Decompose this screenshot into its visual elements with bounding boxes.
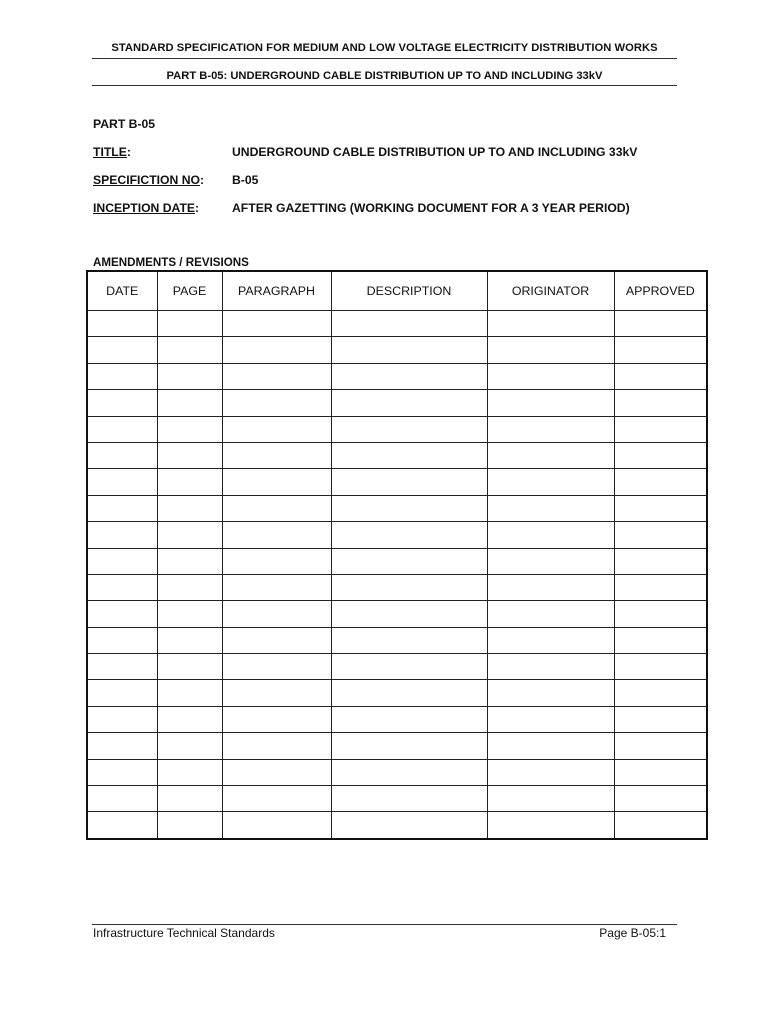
table-cell [222, 416, 331, 442]
amendments-table [86, 270, 708, 840]
table-cell [87, 759, 157, 785]
table-cell [614, 812, 707, 839]
table-cell [157, 495, 222, 521]
spec-label: SPECIFICTION NO [93, 173, 200, 187]
table-cell [222, 812, 331, 839]
column-header-approved: APPROVED [614, 271, 707, 311]
table-cell [157, 522, 222, 548]
table-cell [87, 601, 157, 627]
table-cell [487, 363, 614, 389]
table-cell [87, 680, 157, 706]
table-cell [614, 469, 707, 495]
table-cell [331, 495, 487, 521]
table-cell [222, 469, 331, 495]
table-cell [157, 706, 222, 732]
inception-colon: : [195, 201, 200, 215]
table-row [87, 706, 707, 732]
table-cell [614, 706, 707, 732]
table-row [87, 548, 707, 574]
table-cell [87, 390, 157, 416]
table-cell [614, 311, 707, 337]
table-cell [331, 548, 487, 574]
table-cell [222, 495, 331, 521]
table-cell [614, 548, 707, 574]
table-cell [157, 574, 222, 600]
table-cell [157, 337, 222, 363]
table-cell [222, 706, 331, 732]
table-cell [222, 548, 331, 574]
table-cell [614, 442, 707, 468]
table-cell [331, 574, 487, 600]
inception-label: INCEPTION DATE [93, 201, 196, 215]
table-cell [157, 363, 222, 389]
table-cell [614, 574, 707, 600]
table-row [87, 469, 707, 495]
table-cell [87, 363, 157, 389]
footer-organization: Infrastructure Technical Standards [93, 926, 275, 940]
table-cell [487, 311, 614, 337]
header-subtitle: PART B-05: UNDERGROUND CABLE DISTRIBUTION UP TO AND INCLUDING 33kV [166, 70, 603, 82]
header-title: STANDARD SPECIFICATION FOR MEDIUM AND LOW VOLTAGE ELECTRICITY DISTRIBUTION WORKS [111, 42, 658, 54]
table-cell [157, 416, 222, 442]
table-cell [157, 548, 222, 574]
table-cell [87, 548, 157, 574]
table-cell [487, 522, 614, 548]
table-cell [614, 786, 707, 812]
table-cell [87, 337, 157, 363]
table-cell [331, 627, 487, 653]
table-cell [222, 786, 331, 812]
table-row [87, 442, 707, 468]
table-cell [87, 627, 157, 653]
table-cell [331, 812, 487, 839]
table-cell [157, 311, 222, 337]
table-cell [331, 601, 487, 627]
table-cell [487, 601, 614, 627]
table-row [87, 680, 707, 706]
footer-page-number: Page B-05:1 [599, 926, 666, 940]
table-cell [222, 522, 331, 548]
column-header-description: DESCRIPTION [331, 271, 487, 311]
table-row [87, 522, 707, 548]
spec-value: B-05 [232, 173, 259, 187]
table-cell [487, 706, 614, 732]
table-cell [87, 442, 157, 468]
table-cell [331, 337, 487, 363]
table-cell [487, 390, 614, 416]
table-cell [331, 442, 487, 468]
table-cell [87, 311, 157, 337]
table-cell [157, 812, 222, 839]
header-divider [92, 85, 677, 86]
table-cell [87, 574, 157, 600]
amendments-table-body [87, 311, 707, 839]
table-cell [87, 706, 157, 732]
table-cell [157, 654, 222, 680]
table-cell [487, 627, 614, 653]
table-cell [87, 654, 157, 680]
table-cell [487, 548, 614, 574]
table-cell [331, 680, 487, 706]
table-cell [487, 680, 614, 706]
inception-value: AFTER GAZETTING (WORKING DOCUMENT FOR A 3 YEAR PERIOD) [232, 201, 630, 215]
table-cell [331, 469, 487, 495]
table-row [87, 627, 707, 653]
table-cell [614, 416, 707, 442]
title-value: UNDERGROUND CABLE DISTRIBUTION UP TO AND INCLUDING 33kV [232, 145, 638, 159]
header-divider [92, 58, 677, 59]
table-cell [331, 363, 487, 389]
table-cell [614, 627, 707, 653]
table-cell [487, 416, 614, 442]
footer-divider [92, 924, 677, 925]
table-cell [157, 786, 222, 812]
column-header-originator: ORIGINATOR [487, 271, 614, 311]
amendments-title: AMENDMENTS / REVISIONS [93, 256, 249, 269]
table-cell [487, 786, 614, 812]
table-cell [331, 706, 487, 732]
table-cell [87, 469, 157, 495]
table-cell [222, 442, 331, 468]
table-cell [222, 311, 331, 337]
table-cell [157, 680, 222, 706]
table-cell [487, 759, 614, 785]
table-cell [222, 680, 331, 706]
table-cell [331, 654, 487, 680]
table-cell [157, 759, 222, 785]
table-cell [614, 495, 707, 521]
table-cell [222, 390, 331, 416]
table-row [87, 311, 707, 337]
table-row [87, 495, 707, 521]
table-cell [157, 442, 222, 468]
table-cell [331, 416, 487, 442]
table-cell [222, 601, 331, 627]
column-header-date: DATE [87, 271, 157, 311]
table-cell [487, 442, 614, 468]
table-cell [614, 601, 707, 627]
table-cell [222, 654, 331, 680]
table-cell [487, 812, 614, 839]
table-row [87, 574, 707, 600]
table-cell [157, 390, 222, 416]
table-cell [614, 654, 707, 680]
table-row [87, 337, 707, 363]
table-cell [614, 733, 707, 759]
column-header-page: PAGE [157, 271, 222, 311]
table-row [87, 759, 707, 785]
table-cell [331, 522, 487, 548]
table-row [87, 654, 707, 680]
table-cell [87, 495, 157, 521]
table-cell [87, 733, 157, 759]
table-cell [331, 759, 487, 785]
table-cell [331, 311, 487, 337]
table-cell [157, 627, 222, 653]
title-colon: : [126, 145, 131, 159]
table-row [87, 390, 707, 416]
spec-colon: : [200, 173, 205, 187]
table-cell [87, 812, 157, 839]
table-cell [331, 786, 487, 812]
table-cell [222, 363, 331, 389]
table-cell [614, 390, 707, 416]
table-cell [331, 390, 487, 416]
table-cell [157, 733, 222, 759]
table-cell [487, 654, 614, 680]
table-row [87, 812, 707, 839]
table-cell [157, 601, 222, 627]
table-cell [614, 759, 707, 785]
table-cell [87, 416, 157, 442]
table-cell [487, 733, 614, 759]
table-header-row [87, 271, 707, 311]
table-cell [222, 574, 331, 600]
table-cell [487, 574, 614, 600]
table-cell [222, 337, 331, 363]
table-cell [614, 680, 707, 706]
table-cell [331, 733, 487, 759]
table-row [87, 733, 707, 759]
table-row [87, 363, 707, 389]
table-cell [614, 522, 707, 548]
table-cell [222, 733, 331, 759]
part-label: PART B-05 [93, 117, 156, 131]
table-cell [222, 627, 331, 653]
table-cell [87, 786, 157, 812]
table-cell [487, 337, 614, 363]
table-cell [87, 522, 157, 548]
title-label: TITLE [93, 145, 127, 159]
table-cell [614, 363, 707, 389]
table-cell [157, 469, 222, 495]
table-row [87, 601, 707, 627]
table-cell [487, 469, 614, 495]
table-row [87, 786, 707, 812]
table-cell [614, 337, 707, 363]
table-cell [222, 759, 331, 785]
table-cell [487, 495, 614, 521]
table-row [87, 416, 707, 442]
column-header-paragraph: PARAGRAPH [222, 271, 331, 311]
